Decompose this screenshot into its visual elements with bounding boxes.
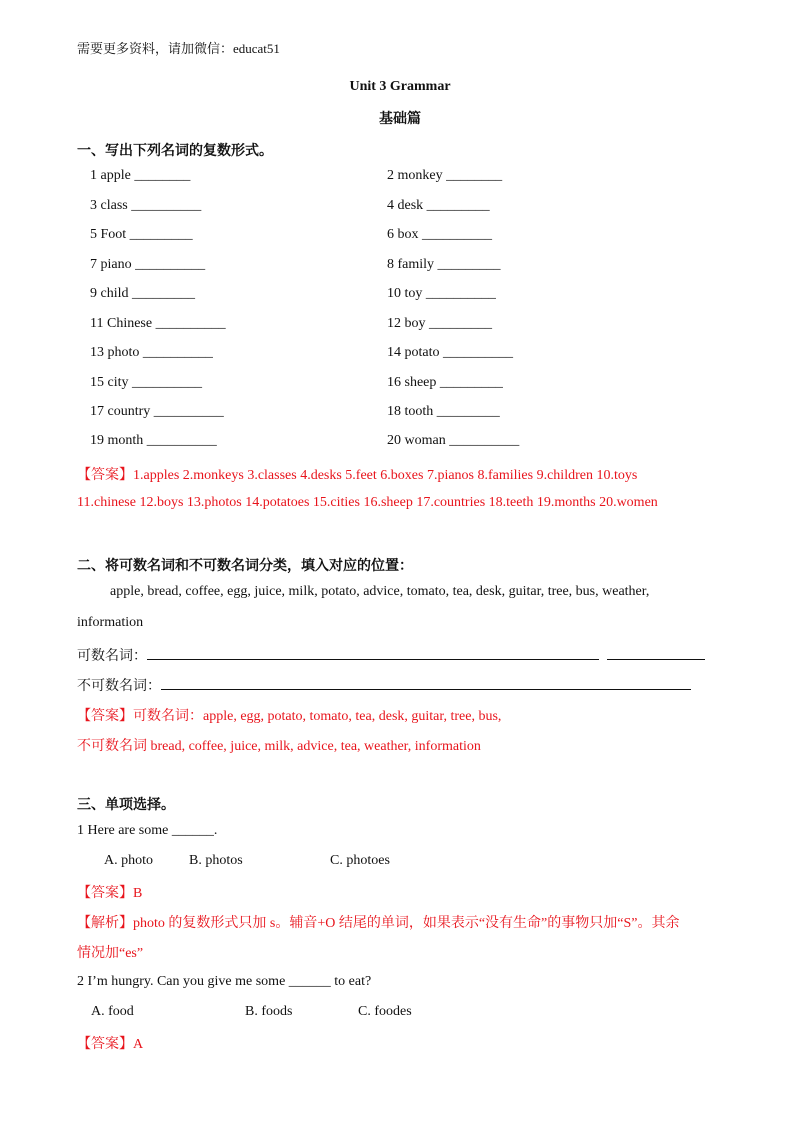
exercise-item: 5 Foot _________ (90, 227, 193, 242)
section2-answer-cont: 不可数名词 bread, coffee, juice, milk, advice, tea, weather, information (77, 739, 481, 754)
section2-heading: 二、将可数名词和不可数名词分类，填入对应的位置： (77, 559, 413, 574)
question-2: 2 I’m hungry. Can you give me some ______ to eat? (77, 974, 372, 989)
q1-analysis-cont: 情况加“es” (77, 946, 144, 961)
exercise-item: 15 city __________ (90, 375, 202, 390)
exercise-item: 11 Chinese __________ (90, 316, 226, 331)
page-header: 需要更多资料，请加微信：educat51 (77, 41, 280, 56)
exercise-item: 1 apple ________ (90, 168, 191, 183)
exercise-item: 6 box __________ (387, 227, 492, 242)
exercise-item: 18 tooth _________ (387, 404, 500, 419)
q1-answer: 【答案】B (77, 886, 143, 901)
section3-heading: 三、单项选择。 (77, 798, 175, 813)
section1-heading: 一、写出下列名词的复数形式。 (77, 144, 273, 159)
exercise-item: 9 child _________ (90, 286, 195, 301)
countable-label: 可数名词： (77, 649, 147, 664)
exercise-item: 3 class __________ (90, 198, 202, 213)
q1-analysis: 【解析】photo 的复数形式只加 s。辅音+O 结尾的单词，如果表示“没有生命”的事物只加“S”。其余 (77, 916, 680, 931)
exercise-item: 14 potato __________ (387, 345, 513, 360)
section1-answer-cont: 11.chinese 12.boys 13.photos 14.potatoes 15.cities 16.sheep 17.countries 18.teeth 19.months 20.women (77, 495, 658, 510)
countable-blank[interactable] (147, 647, 599, 660)
exercise-item: 10 toy __________ (387, 286, 496, 301)
exercise-item: 20 woman __________ (387, 433, 520, 448)
countable-row (77, 645, 705, 665)
section2-answer: 【答案】可数名词：apple, egg, potato, tomato, tea, desk, guitar, tree, bus, (77, 709, 502, 724)
q2-answer: 【答案】A (77, 1037, 144, 1052)
question-1: 1 Here are some ______. (77, 823, 218, 838)
exercise-item: 19 month __________ (90, 433, 217, 448)
q1-option-a: A. photo (104, 853, 153, 868)
exercise-item: 16 sheep _________ (387, 375, 503, 390)
uncountable-label: 不可数名词： (77, 679, 161, 694)
page-subtitle: 基础篇 (379, 112, 421, 127)
word-list-cont: information (77, 615, 144, 630)
uncountable-row (77, 675, 691, 695)
exercise-item: 12 boy _________ (387, 316, 492, 331)
section1-answer: 【答案】1.apples 2.monkeys 3.classes 4.desks 5.feet 6.boxes 7.pianos 8.families 9.children 10.toys (77, 468, 638, 483)
countable-blank-extra[interactable] (607, 647, 705, 660)
q2-option-a: A. food (91, 1004, 134, 1019)
q1-option-b: B. photos (189, 853, 243, 868)
q1-option-c: C. photoes (330, 853, 390, 868)
exercise-item: 13 photo __________ (90, 345, 213, 360)
q2-option-b: B. foods (245, 1004, 293, 1019)
exercise-item: 17 country __________ (90, 404, 224, 419)
exercise-item: 8 family _________ (387, 257, 501, 272)
word-list: apple, bread, coffee, egg, juice, milk, potato, advice, tomato, tea, desk, guitar, tree, bus, weather, (110, 584, 650, 599)
page-title: Unit 3 Grammar (349, 79, 451, 94)
exercise-item: 2 monkey ________ (387, 168, 503, 183)
uncountable-blank[interactable] (161, 677, 691, 690)
exercise-item: 7 piano __________ (90, 257, 206, 272)
q2-option-c: C. foodes (358, 1004, 412, 1019)
exercise-item: 4 desk _________ (387, 198, 490, 213)
